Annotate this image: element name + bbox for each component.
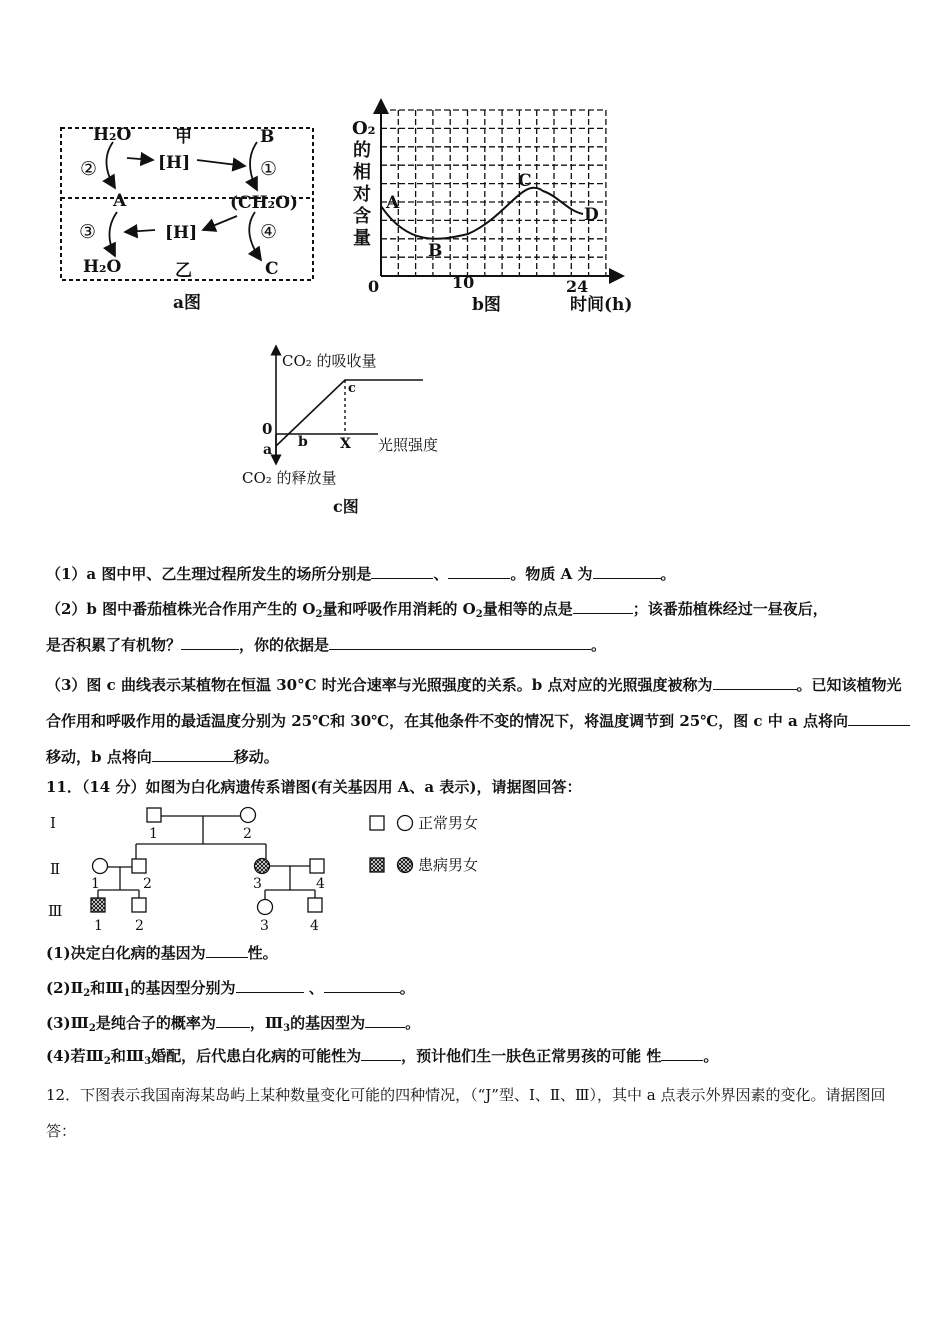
a-a: A <box>113 191 127 211</box>
a-caption: a图 <box>173 293 202 313</box>
b-point-b: B <box>428 241 443 261</box>
q10-p2-line2 <box>46 634 606 655</box>
c-b: b <box>298 434 308 450</box>
q10-p2-end: 。 <box>591 636 607 654</box>
blank[interactable] <box>448 564 510 579</box>
blank[interactable] <box>181 635 239 650</box>
q10-p3 <box>46 667 912 775</box>
q10-p2-text-c: 量相等的点是 <box>482 600 573 618</box>
q11-s4-a: (4)若Ⅲ <box>46 1047 104 1065</box>
a-n4: ④ <box>260 221 278 243</box>
legend-affected-female-icon <box>398 858 413 873</box>
b-grid <box>381 110 606 276</box>
gen-3-label: Ⅲ <box>48 902 63 920</box>
blank[interactable] <box>206 943 248 958</box>
a-arrow-jia <box>127 158 153 160</box>
q10-p2-text-f: ，你的依据是 <box>239 636 330 654</box>
blank[interactable] <box>324 978 400 993</box>
b-caption: b图 <box>472 295 501 315</box>
q11-s3-a: (3)Ⅲ <box>46 1014 89 1032</box>
legend-normal-male-icon <box>370 816 384 830</box>
pedigree-I2-female <box>241 808 256 823</box>
blank[interactable] <box>329 635 591 650</box>
blank[interactable] <box>593 564 661 579</box>
a-arrow-1 <box>250 142 257 190</box>
q10-p2-text-e: 是否积累了有机物？ <box>46 636 182 654</box>
num-II4: 4 <box>316 876 325 892</box>
a-n1: ① <box>260 158 278 180</box>
num-II3: 3 <box>253 876 262 892</box>
num-III1: 1 <box>94 918 103 934</box>
q11-s2-sep: 、 <box>303 979 324 997</box>
b-tick-0: 0 <box>368 277 380 296</box>
q11-s2-a: (2)Ⅱ <box>46 979 84 997</box>
q11-s1 <box>46 942 278 963</box>
num-III3: 3 <box>260 918 269 934</box>
num-III2: 2 <box>135 918 144 934</box>
q11-head: 11．（14 分）如图为白化病遗传系谱图(有关基因用 A、a 表示)，请据图回答： <box>46 778 582 796</box>
q11-s3-sub2: 3 <box>283 1023 291 1034</box>
a-h-top: [H] <box>158 153 191 173</box>
blank[interactable] <box>848 711 910 726</box>
q11-s2-b: 和Ⅲ <box>90 979 124 997</box>
pedigree-II2-male <box>132 859 146 873</box>
q10-p1-text-b: 。物质 A 为 <box>510 565 593 583</box>
a-h2o-top: H₂O <box>93 125 132 145</box>
blank[interactable] <box>371 564 433 579</box>
a-h2o-bot: H₂O <box>83 257 122 277</box>
b-tick-10: 10 <box>452 273 475 292</box>
a-yi: 乙 <box>175 261 192 281</box>
pedigree <box>46 802 506 937</box>
q11-s3 <box>46 1012 420 1033</box>
a-arrow-ch2o <box>203 216 237 230</box>
legend-affected: 患病男女 <box>418 856 479 874</box>
q11-s4-sub2: 3 <box>144 1056 152 1067</box>
q11-s3-sub1: 2 <box>88 1023 96 1034</box>
b-point-a: A <box>386 193 400 213</box>
b-ylabel-3: 对 <box>353 184 371 205</box>
q11-s4-sub1: 2 <box>103 1056 111 1067</box>
q11-s3-end: 。 <box>405 1014 421 1032</box>
legend-affected-male-icon <box>370 858 384 872</box>
num-I1: 1 <box>149 826 158 842</box>
a-arrow-2 <box>106 142 115 188</box>
blank[interactable] <box>713 675 797 690</box>
pedigree-III2-male <box>132 898 146 912</box>
c-x-label: 光照强度 <box>378 436 439 454</box>
figure-b <box>348 96 658 321</box>
q10-p3-text-b: 。已知该植物光合作用和呼吸作用的最适温度分别为 25℃和 30℃，在其他条件不变的情况下，将温度调节到 25℃，图 c 中 a 点将向 <box>46 676 902 730</box>
pedigree-III4-male <box>308 898 322 912</box>
a-jia: 甲 <box>175 127 192 147</box>
blank[interactable] <box>365 1013 405 1028</box>
q10-p2-sub1: 2 <box>315 609 323 620</box>
q10-p1-sep: 、 <box>433 565 449 583</box>
a-h-bot: [H] <box>165 223 198 243</box>
b-ylabel-0: O₂ <box>352 118 376 139</box>
pedigree-II4-male <box>310 859 324 873</box>
figure-a <box>55 120 325 320</box>
c-origin: 0 <box>262 420 273 438</box>
q10-p2-text-d: ；该番茄植株经过一昼夜后， <box>632 600 828 618</box>
a-arrow-3 <box>109 212 117 256</box>
a-n2: ② <box>80 158 98 180</box>
q11-s4-d: ，预计他们生一肤色正常男孩的可能 性 <box>401 1047 662 1065</box>
q11-s1-a: (1)决定白化病的基因为 <box>46 944 206 962</box>
pedigree-III3-female <box>258 900 273 915</box>
a-b: B <box>260 127 275 147</box>
c-y-top: CO₂ 的吸收量 <box>282 352 377 370</box>
q10-p1-text-a: （1）a 图中甲、乙生理过程所发生的场所分别是 <box>46 565 372 583</box>
q11-s4-c: 婚配，后代患白化病的可能性为 <box>151 1047 362 1065</box>
c-y-bottom: CO₂ 的释放量 <box>242 469 337 487</box>
c-caption: c图 <box>333 497 359 516</box>
q11-s4-end: 。 <box>703 1047 719 1065</box>
q10-p1 <box>46 563 676 584</box>
q11-s2 <box>46 977 415 998</box>
pedigree-II3-female-affected <box>255 859 270 874</box>
c-c: c <box>348 381 356 396</box>
q11-s2-c: 的基因型分别为 <box>130 979 236 997</box>
q11-s2-sub2: 1 <box>123 988 131 999</box>
b-ylabel-1: 的 <box>353 140 371 161</box>
blank[interactable] <box>152 747 234 762</box>
q10-p1-end: 。 <box>660 565 676 583</box>
q10-p3-end: 移动。 <box>233 748 279 766</box>
a-n3: ③ <box>79 221 97 243</box>
b-tick-24: 24 <box>566 277 589 296</box>
legend-normal: 正常男女 <box>418 814 479 832</box>
q10-p2-text-b: 量和呼吸作用消耗的 O <box>322 600 476 618</box>
b-point-d: D <box>584 205 599 225</box>
b-ylabel-5: 量 <box>353 228 371 249</box>
c-x: X <box>340 436 351 452</box>
gen-1-label: Ⅰ <box>50 814 56 832</box>
b-ylabel-2: 相 <box>353 162 371 183</box>
q11-s3-b: 是纯合子的概率为 <box>95 1014 216 1032</box>
b-curve <box>381 188 583 239</box>
q12-text: 12．下图表示我国南海某岛屿上某种数量变化可能的四种情况，（“J”型、Ⅰ、Ⅱ、Ⅲ），其中 a 点表示外界因素的变化。请据图回答： <box>46 1086 886 1140</box>
q10-p2-text-a: （2）b 图中番茄植株光合作用产生的 O <box>46 600 316 618</box>
q11-s3-d: 的基因型为 <box>290 1014 366 1032</box>
b-xlabel: 时间(h) <box>570 295 633 315</box>
num-II1: 1 <box>91 876 100 892</box>
blank[interactable] <box>573 599 633 614</box>
num-I2: 2 <box>243 826 252 842</box>
num-II2: 2 <box>143 876 152 892</box>
a-arrow-h <box>197 160 245 166</box>
a-arrow-h2 <box>125 230 155 232</box>
blank[interactable] <box>216 1013 250 1028</box>
q11-s4 <box>46 1045 718 1066</box>
q11-s4-b: 和Ⅲ <box>110 1047 145 1065</box>
c-a: a <box>263 442 273 458</box>
pedigree-I1-male <box>147 808 161 822</box>
q11-s3-c: ，Ⅲ <box>249 1014 284 1032</box>
figure-c <box>238 338 478 523</box>
q10-p3-text-c: 移动，b 点将向 <box>46 748 152 766</box>
b-ylabel-4: 含 <box>353 206 371 227</box>
q10-p2-sub2: 2 <box>475 609 483 620</box>
blank[interactable] <box>661 1046 703 1061</box>
legend-normal-female-icon <box>398 816 413 831</box>
blank[interactable] <box>236 978 304 993</box>
pedigree-II1-female <box>93 859 108 874</box>
q11-s2-end: 。 <box>399 979 415 997</box>
pedigree-III1-male-affected <box>91 898 105 912</box>
q11-s2-sub1: 2 <box>83 988 91 999</box>
q11-s1-b: 性。 <box>247 944 278 962</box>
b-point-c: C <box>518 171 532 191</box>
q10-p3-text-a: （3）图 c 曲线表示某植物在恒温 30°C 时光合速率与光照强度的关系。b 点对应的光照强度被称为 <box>46 676 713 694</box>
num-III4: 4 <box>310 918 319 934</box>
q10-p2-line1 <box>46 598 828 619</box>
a-ch2o: (CH₂O) <box>230 193 298 213</box>
a-c: C <box>265 259 279 279</box>
blank[interactable] <box>361 1046 401 1061</box>
gen-2-label: Ⅱ <box>50 860 61 878</box>
